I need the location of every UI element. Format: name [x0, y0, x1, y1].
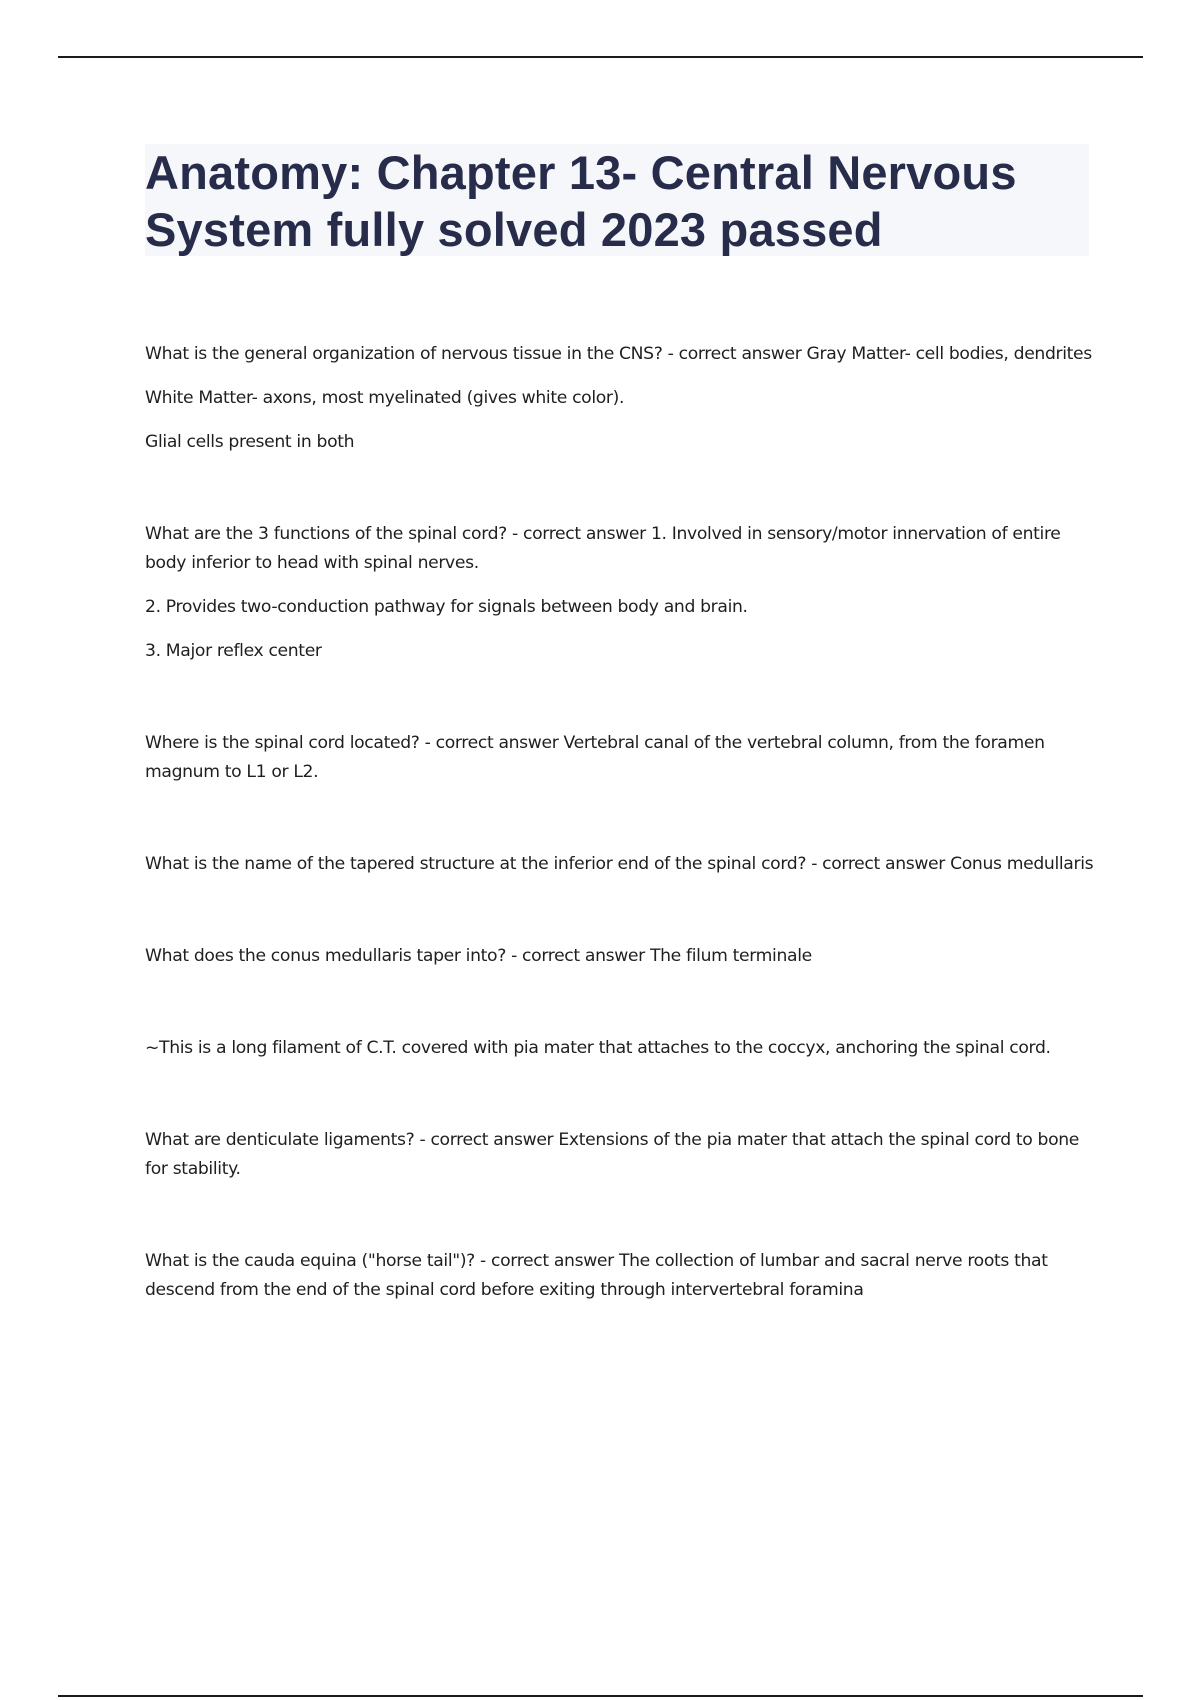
qa-block-cauda-equina: [145, 1247, 1095, 1305]
paragraph: What does the conus medullaris taper into? - correct answer The filum terminale: [145, 946, 812, 966]
page-title: Anatomy: Chapter 13- Central Nervous System fully solved 2023 passed: [145, 146, 1017, 256]
paragraph: What are the 3 functions of the spinal cord? - correct answer 1. Involved in sensory/motor innervation of entire body inferior to head with spinal nerves.: [145, 524, 1061, 573]
qa-block-general-organization: [145, 340, 1095, 457]
paragraph: ~This is a long filament of C.T. covered with pia mater that attaches to the coccyx, anchoring the spinal cord.: [145, 1038, 1051, 1058]
top-rule: [58, 56, 1143, 58]
document-body: [145, 340, 1095, 1320]
qa-block-denticulate-ligaments: [145, 1126, 1095, 1184]
paragraph: What is the name of the tapered structure at the inferior end of the spinal cord? - correct answer Conus medullaris: [145, 854, 1094, 874]
bottom-rule: [58, 1695, 1143, 1697]
paragraph: Glial cells present in both: [145, 432, 355, 452]
note-block-filum-description: [145, 1034, 1095, 1063]
paragraph: White Matter- axons, most myelinated (gives white color).: [145, 388, 625, 408]
paragraph: What are denticulate ligaments? - correct answer Extensions of the pia mater that attach the spinal cord to bone for stability.: [145, 1130, 1080, 1179]
paragraph: What is the general organization of nervous tissue in the CNS? - correct answer Gray Matter- cell bodies, dendrites: [145, 344, 1092, 364]
qa-block-conus-medullaris: [145, 850, 1095, 879]
paragraph: 2. Provides two-conduction pathway for signals between body and brain.: [145, 597, 748, 617]
paragraph: Where is the spinal cord located? - correct answer Vertebral canal of the vertebral column, from the foramen magnum to L1 or L2.: [145, 733, 1045, 782]
qa-block-spinal-cord-functions: [145, 520, 1095, 666]
qa-block-spinal-cord-location: [145, 729, 1095, 787]
qa-block-filum-terminale: [145, 942, 1095, 971]
paragraph: What is the cauda equina ("horse tail")? - correct answer The collection of lumbar and sacral nerve roots that descend from the end of the spinal cord before exiting through intervertebral foramina: [145, 1251, 1048, 1300]
paragraph: 3. Major reflex center: [145, 641, 322, 661]
